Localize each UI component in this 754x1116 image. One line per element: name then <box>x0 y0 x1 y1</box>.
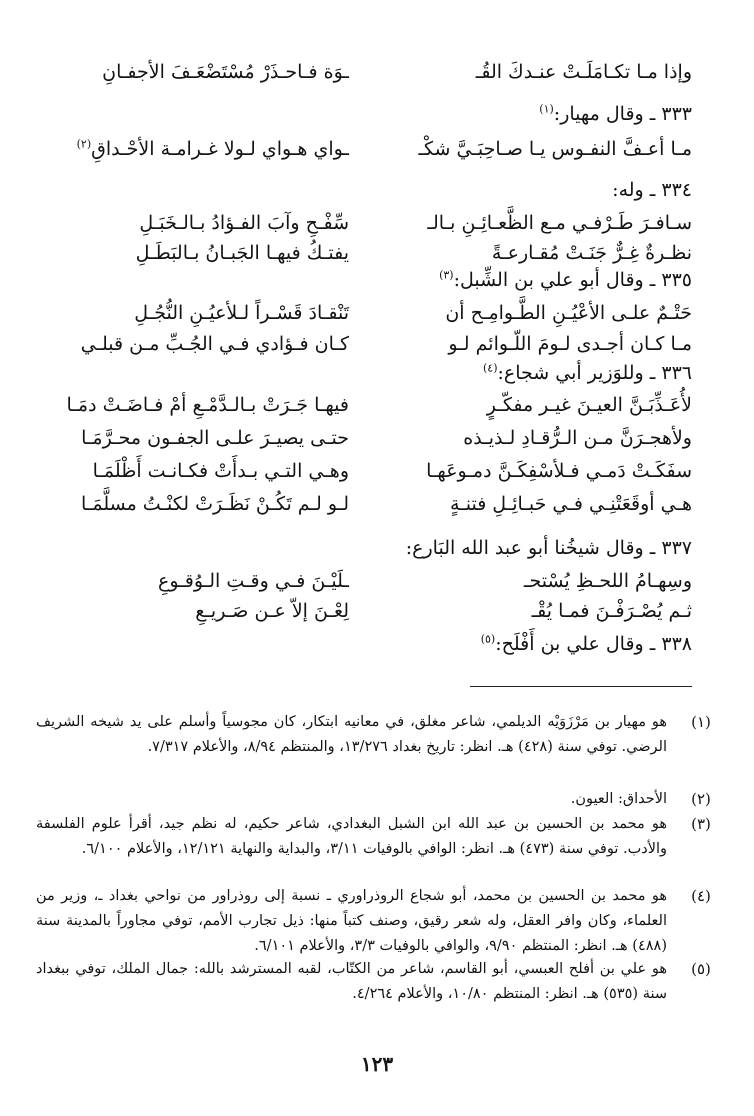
second-hemistich <box>39 421 349 455</box>
verse-line <box>0 487 754 521</box>
entry-heading-text: ٣٣٤ ـ وله: <box>612 179 692 201</box>
first-hemistich: ثـم يُصْـرَفْـنَ فمـا يُقْـ <box>531 600 692 622</box>
second-hemistich <box>39 564 349 598</box>
second-hemistich-text: فيهـا جَـرَتْ بـالـدَّمْـعِ أمْ فـاضَـتْ دمَـا <box>66 394 349 416</box>
verse-line <box>0 388 754 422</box>
verse-line <box>0 564 754 598</box>
second-hemistich-text: كـان فـؤادي فـي الجُـبِّ مـن قبلـي <box>80 333 349 355</box>
entry-heading-text: ٣٣٨ ـ وقال علي بن أَفْلَح: <box>495 633 692 655</box>
footnote-text: الأحداق: العيون. <box>570 791 667 807</box>
footnote-reference: (١) <box>539 102 554 116</box>
verse-line <box>0 327 754 361</box>
second-hemistich-text: يفتـكُ فيهـا الجَبـانُ بـالبَطَـلِ <box>135 242 349 264</box>
first-hemistich: وسِهـامُ اللحـظِ يُسْتحـ <box>523 570 692 592</box>
second-hemistich <box>39 454 349 488</box>
verse-line <box>0 132 754 166</box>
footnote-number: (٢) <box>691 790 711 808</box>
footnote-number: (٣) <box>691 815 711 833</box>
verse-line <box>0 296 754 330</box>
first-hemistich: حَتْـمٌ علـى الأعْيُـنِ الطَّـوامِـح أن <box>445 302 692 324</box>
entry-heading <box>483 357 692 389</box>
entry-heading <box>439 264 692 296</box>
footnote-text: هو محمد بن الحسين بن عبد الله ابن الشبل البغدادي، شاعر حكيم، له نظم جيد، أقرأ علوم الفلسفة والأدب. توفي سنة (٤٧٣) هـ. انظر: الوافي بالوفيات ٣/١١، والبداية والنهاية ١٢/١٢١، والأعلام ٦/١٠٠. <box>36 816 667 857</box>
footnote-text: هو محمد بن الحسين بن محمد، أبو شجاع الروذراوري ـ نسبة إلى روذراور من نواحي بغداد ـ، وزير من العلماء، وكان وافر العقل، وله شعر رقيق، وصنف كتباً منها: ذيل تجارب الأمم، توفي مجاوراً بالمدينة سنة (٤٨٨) هـ. انظر: المنتظم ٩/٩٠، والوافي بالوفيات ٣/٣، والأعلام ٦/١٠١. <box>36 888 667 954</box>
second-hemistich-text: ـلَيْـنَ فـي وقـتِ الـوُقـوعِ <box>158 570 349 592</box>
entry-heading <box>406 532 692 564</box>
first-hemistich: سفَكَـتْ دَمـي فـلأسْفِكَـنَّ دمـوعَهـا <box>426 460 692 482</box>
footnote-reference: (٥) <box>480 632 496 646</box>
first-hemistich: هـي أوقَعَتْنِـي فـي حَبـائِـلِ فتنـةٍ <box>449 493 692 515</box>
verse-line <box>0 454 754 488</box>
verse-line <box>0 55 754 89</box>
entry-heading <box>481 628 692 660</box>
second-hemistich-text: سِّفْـحِ وآبَ الفـؤادُ بـالـخَبَـلِ <box>139 212 349 234</box>
footnote-number: (١) <box>691 713 711 731</box>
first-hemistich: نظـرةٌ غِـرٌّ جَنَـتْ مُقـارعـةً <box>491 242 692 264</box>
footnote-text: هو علي بن أفلح العبسي، أبو القاسم، شاعر من الكتّاب، لقبه المسترشد بالله: جمال الملك، توفي ببغداد سنة (٥٣٥) هـ. انظر: المنتظم ١٠/٨٠، والأعلام ٤/٢٦٤. <box>36 961 667 1002</box>
entry-heading-text: ٣٣٧ ـ وقال شيخُنا أبو عبد الله البَارع: <box>405 537 692 559</box>
second-hemistich <box>39 594 349 628</box>
first-hemistich: وإذا مـا تكـامَلَـتْ عنـدكَ القُـ <box>475 61 692 83</box>
second-hemistich <box>39 487 349 521</box>
footnote-reference: (٣) <box>439 268 454 282</box>
first-hemistich: مـا أعـفَّ النفـوس يـا صـاحِبَـيَّ شكْـ <box>418 138 692 160</box>
footnote-text: هو مهيار بن مَرْزَوَيْه الديلمي، شاعر مغلق، في معانيه ابتكار، كان مجوسياً وأسلم على يد شيخه الشريف الرضي. توفي سنة (٤٢٨) هـ. انظر: تاريخ بغداد ١٣/٢٧٦، والمنتظم ٨/٩٤، والأعلام ٧/٣١٧. <box>36 714 667 755</box>
second-hemistich-text: ـوَة فـاحـذَرْ مُسْتَضْعَـفَ الأجفـانِ <box>102 61 349 83</box>
first-hemistich: ولأهجـرَنَّ مـن الـرُّقـادِ لـذيـذه <box>463 427 692 449</box>
second-hemistich <box>39 206 349 240</box>
second-hemistich <box>39 236 349 270</box>
footnote-number: (٤) <box>691 887 711 905</box>
first-hemistich: لأُعَـذِّبَـنَّ العيـنَ غيـر مفكّـرٍ <box>486 394 692 416</box>
second-hemistich <box>39 327 349 361</box>
entry-heading-text: ٣٣٥ ـ وقال أبو علي بن الشِّبل: <box>453 269 692 291</box>
first-hemistich: سـافـرَ طَـرْفـي مـع الظَّعـائِـنِ بـالـ <box>427 212 692 234</box>
entry-heading <box>539 98 692 130</box>
second-hemistich <box>39 388 349 422</box>
second-hemistich-text: تَنْقـادَ قَسْـراً لـلأعيُـنِ النُّجُـلِ <box>134 302 349 324</box>
footnote-reference: (٤) <box>483 361 498 375</box>
second-hemistich-text: لِعْـنَ إلاّ عـن صَـريـعِ <box>195 600 349 622</box>
second-hemistich-text: وهـي التـي بـدأَتْ فكـانـت أَظْلَمَـا <box>92 460 349 482</box>
verse-line <box>0 206 754 240</box>
second-hemistich <box>39 296 349 330</box>
entry-heading-text: ٣٣٣ ـ وقال مهيار: <box>553 103 692 125</box>
second-hemistich-text: لـو لـم تَكُـنْ نَظَـرَتْ لكنْـتُ مسلَّمَـا <box>81 493 349 515</box>
second-hemistich-text: ـواي هـواي لـولا غـرامـة الأحْـداقِ <box>91 138 349 160</box>
entry-heading-text: ٣٣٦ ـ وللوَزير أبي شجاع: <box>497 362 692 384</box>
second-hemistich <box>39 132 349 166</box>
footnote-reference: (٢) <box>76 137 92 151</box>
verse-line <box>0 421 754 455</box>
first-hemistich: مـا كـان أجـدى لـومَ اللّـوائم لـو <box>448 333 692 355</box>
verse-line <box>0 594 754 628</box>
footnote-number: (٥) <box>691 960 711 978</box>
entry-heading <box>612 174 692 206</box>
second-hemistich <box>39 55 349 89</box>
footnote-separator <box>470 686 692 687</box>
page-number: ١٢٣ <box>360 1052 394 1076</box>
second-hemistich-text: حتـى يصيـرَ علـى الجفـون محـرَّمَـا <box>81 427 349 449</box>
